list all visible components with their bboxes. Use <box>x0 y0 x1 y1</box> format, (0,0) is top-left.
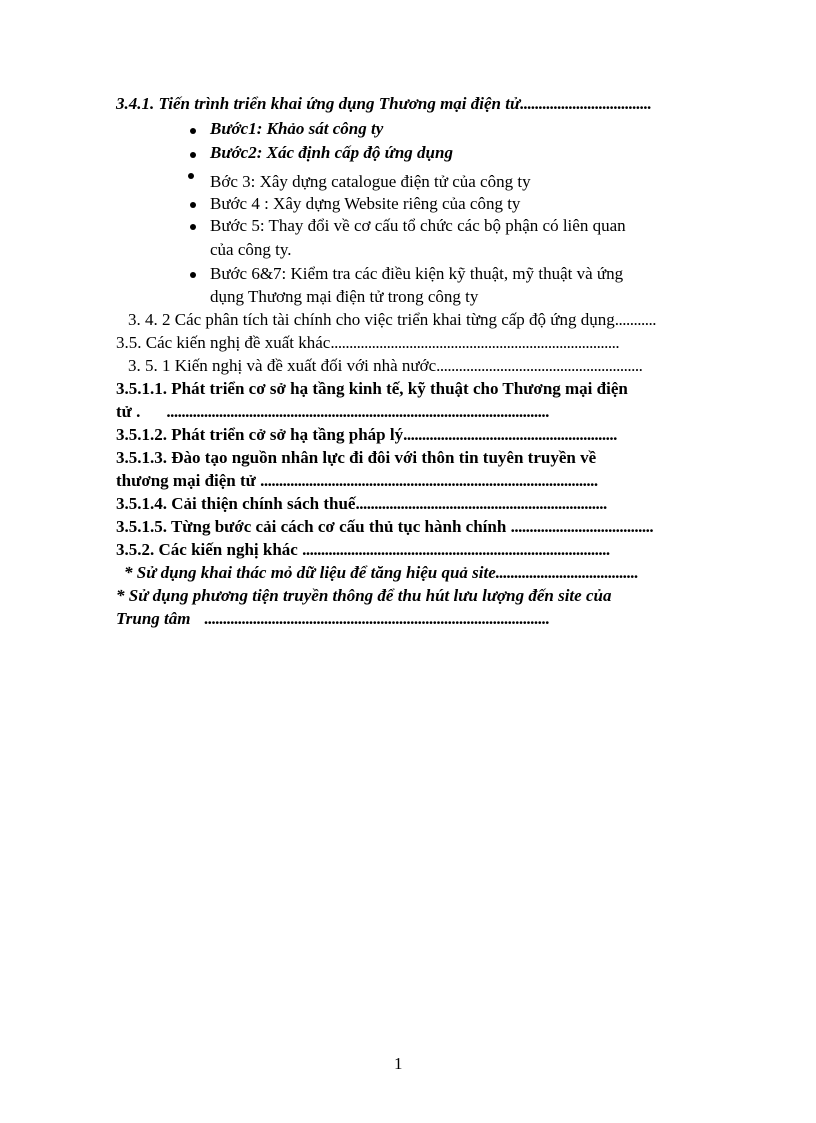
bullet-icon <box>190 152 196 158</box>
bullet-icon <box>190 224 196 230</box>
toc-title: 3.5.2. Các kiến nghị khác <box>116 540 298 559</box>
step-1: Bước1: Khảo sát công ty <box>210 119 384 138</box>
toc-entry-media-line-1: * Sử dụng phương tiện truyền thông để thu hút lưu lượng đến site của <box>116 586 612 605</box>
toc-title: 3.4.1. Tiến trình triển khai ứng dụng Thương mại điện tử <box>116 94 521 113</box>
toc-leader-dots: ............................................................................................ <box>204 609 550 628</box>
bullet-icon <box>190 128 196 134</box>
bullet-icon <box>190 202 196 208</box>
toc-title: Trung tâm <box>116 609 191 628</box>
toc-entry-3-5-1-3-line-1: 3.5.1.3. Đào tạo nguồn nhân lực đi đôi với thôn tin tuyên truyền về <box>116 448 597 467</box>
toc-title: 3.5.1.2. Phát triển cở sở hạ tầng pháp lý <box>116 425 404 444</box>
toc-leader-dots: ...................................................................................................... <box>166 402 549 421</box>
toc-entry-3-4-1 <box>116 94 651 114</box>
toc-entry-3-5-1-1-line-2 <box>116 402 549 422</box>
toc-title: * Sử dụng khai thác mỏ dữ liệu để tăng hiệu quả site <box>124 563 496 582</box>
toc-entry-3-5-1 <box>128 356 642 376</box>
toc-entry-3-5-2 <box>116 540 610 560</box>
step-67-line-1: Bước 6&7: Kiểm tra các điều kiện kỹ thuật, mỹ thuật và ứng <box>210 264 624 283</box>
toc-entry-media-line-2 <box>116 609 549 629</box>
toc-entry-3-5-1-2 <box>116 425 617 445</box>
toc-leader-dots: ................................................................... <box>355 494 607 513</box>
toc-entry-3-5 <box>116 333 619 353</box>
toc-leader-dots: ....................................................... <box>436 356 643 375</box>
toc-entry-3-5-1-1-line-1: 3.5.1.1. Phát triển cơ sở hạ tầng kinh tế, kỹ thuật cho Thương mại điện <box>116 379 628 398</box>
toc-leader-dots: ............................................................................. <box>330 333 620 352</box>
toc-leader-dots: .................................................................................. <box>302 540 610 559</box>
step-5-line-1: Bước 5: Thay đổi về cơ cấu tổ chức các bộ phận có liên quan <box>210 216 626 235</box>
step-4: Bước 4 : Xây dựng Website riêng của công ty <box>210 194 521 213</box>
toc-title: thương mại điện tử <box>116 471 256 490</box>
bullet-icon <box>188 173 194 179</box>
toc-title: 3.5.1.4. Cải thiện chính sách thuế <box>116 494 356 513</box>
toc-entry-3-4-2 <box>128 310 656 330</box>
toc-entry-data-mining <box>124 563 638 583</box>
toc-leader-dots: ................................... <box>520 94 652 113</box>
toc-title: 3. 4. 2 Các phân tích tài chính cho việc triển khai từng cấp độ ứng dụng <box>128 310 615 329</box>
toc-leader-dots: .......................................................................................... <box>260 471 598 490</box>
page-number: 1 <box>394 1054 403 1073</box>
toc-title: 3.5.1.5. Từng bước cải cách cơ cấu thủ tục hành chính <box>116 517 507 536</box>
toc-leader-dots: ...................................... <box>495 563 639 582</box>
toc-title: 3. 5. 1 Kiến nghị và đề xuất đối với nhà nước <box>128 356 437 375</box>
toc-leader-dots: ...................................... <box>510 517 654 536</box>
step-67-line-2: dụng Thương mại điện tử trong công ty <box>210 287 479 306</box>
toc-title: tử . <box>116 402 141 421</box>
step-2: Bước2: Xác định cấp độ ứng dụng <box>210 143 453 162</box>
toc-title: 3.5. Các kiến nghị đề xuất khác <box>116 333 331 352</box>
toc-leader-dots: ........... <box>614 310 656 329</box>
toc-entry-3-5-1-3-line-2 <box>116 471 598 491</box>
bullet-icon <box>190 272 196 278</box>
step-3: Bớc 3: Xây dựng catalogue điện tử của công ty <box>210 172 531 191</box>
toc-entry-3-5-1-5 <box>116 517 653 537</box>
toc-leader-dots: ......................................................... <box>403 425 617 444</box>
toc-entry-3-5-1-4 <box>116 494 607 514</box>
step-5-line-2: của công ty. <box>210 240 292 259</box>
